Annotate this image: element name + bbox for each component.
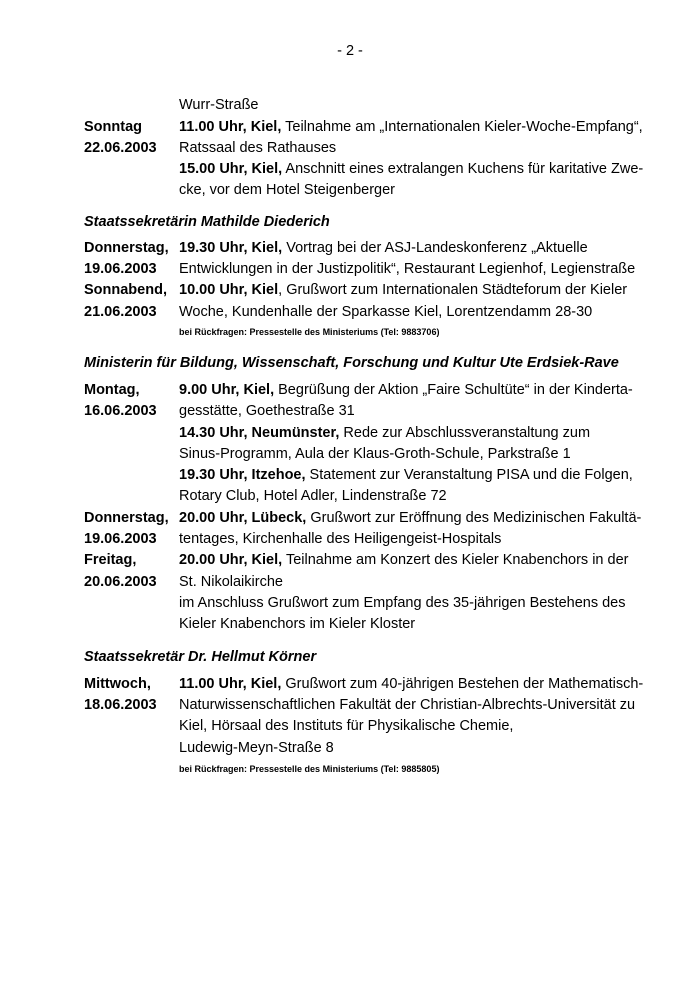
event-text-line: Kieler Knabenchors im Kieler Kloster [179, 616, 416, 632]
page-number: - 2 - [337, 43, 363, 59]
event-text-line [179, 674, 643, 695]
weekday-label: Donnerstag, [84, 240, 169, 256]
press-contact-note: bei Rückfragen: Pressestelle des Ministeriums (Tel: 9885805) [179, 764, 440, 774]
event-description: Vortrag bei der ASJ-Landeskonferenz „Aktuelle [282, 240, 588, 256]
event-text-line: Ludewig-Meyn-Straße 8 [179, 740, 334, 756]
event-time-place: 20.00 Uhr, Lübeck, [179, 510, 307, 526]
event-time-place: 14.30 Uhr, Neumünster, [179, 425, 340, 441]
event-text-line: Woche, Kundenhalle der Sparkasse Kiel, Lorentzendamm 28-30 [179, 304, 593, 320]
event-description: Anschnitt eines extralangen Kuchens für karitative Zwe- [282, 161, 644, 177]
date-label: 16.06.2003 [84, 403, 157, 419]
date-label: 20.06.2003 [84, 574, 157, 590]
event-time-place: 15.00 Uhr, Kiel, [179, 161, 283, 177]
weekday-label: Sonnabend, [84, 282, 167, 298]
section-heading: Staatssekretär Dr. Hellmut Körner [84, 649, 317, 665]
event-description: Rede zur Abschlussveranstaltung zum [339, 425, 591, 441]
weekday-label: Sonntag [84, 119, 142, 135]
event-time-place: 11.00 Uhr, Kiel, [179, 676, 282, 692]
event-text-line: St. Nikolaikirche [179, 574, 283, 590]
section-heading: Ministerin für Bildung, Wissenschaft, Forschung und Kultur Ute Erdsiek-Rave [84, 355, 619, 371]
event-text-line: gesstätte, Goethestraße 31 [179, 403, 355, 419]
event-time-place: 9.00 Uhr, Kiel, [179, 382, 275, 398]
weekday-label: Freitag, [84, 552, 137, 568]
event-description: Begrüßung der Aktion „Faire Schultüte“ in der Kinderta- [274, 382, 633, 398]
weekday-label: Donnerstag, [84, 510, 169, 526]
event-description: , Grußwort zum Internationalen Städteforum der Kieler [278, 282, 628, 298]
event-description: Statement zur Veranstaltung PISA und die Folgen, [305, 467, 633, 483]
event-description: Teilnahme am Konzert des Kieler Knabenchors in der [282, 552, 629, 568]
event-description: Grußwort zur Eröffnung des Medizinischen Fakultä- [306, 510, 642, 526]
event-text-line: im Anschluss Grußwort zum Empfang des 35-jährigen Bestehens des [179, 595, 626, 611]
event-time-place: 10.00 Uhr, Kiel [179, 282, 279, 298]
date-label: 21.06.2003 [84, 304, 157, 320]
event-text-line [179, 238, 588, 259]
weekday-label: Mittwoch, [84, 676, 151, 692]
event-description: Teilnahme am „Internationalen Kieler-Woche-Empfang“, [281, 119, 643, 135]
event-time-place: 20.00 Uhr, Kiel, [179, 552, 283, 568]
event-text-line [179, 465, 633, 486]
date-label: 18.06.2003 [84, 697, 157, 713]
event-text-line: Wurr-Straße [179, 97, 259, 113]
event-text-line: Naturwissenschaftlichen Fakultät der Christian-Albrechts-Universität zu [179, 697, 636, 713]
event-text-line [179, 423, 590, 444]
event-text-line: Sinus-Programm, Aula der Klaus-Groth-Schule, Parkstraße 1 [179, 446, 571, 462]
event-text-line [179, 159, 643, 180]
event-text-line [179, 117, 643, 138]
event-text-line: Entwicklungen in der Justizpolitik“, Restaurant Legienhof, Legienstraße [179, 261, 636, 277]
event-text-line [179, 508, 641, 529]
section-heading: Staatssekretärin Mathilde Diederich [84, 214, 330, 230]
event-text-line [179, 380, 633, 401]
date-label: 19.06.2003 [84, 531, 157, 547]
event-description: Grußwort zum 40-jährigen Bestehen der Mathematisch- [281, 676, 644, 692]
event-text-line [179, 550, 629, 571]
event-text-line: Ratssaal des Rathauses [179, 140, 337, 156]
event-time-place: 19.30 Uhr, Kiel, [179, 240, 283, 256]
event-text-line: cke, vor dem Hotel Steigenberger [179, 182, 395, 198]
event-time-place: 19.30 Uhr, Itzehoe, [179, 467, 306, 483]
date-label: 19.06.2003 [84, 261, 157, 277]
weekday-label: Montag, [84, 382, 140, 398]
date-label: 22.06.2003 [84, 140, 157, 156]
event-time-place: 11.00 Uhr, Kiel, [179, 119, 282, 135]
event-text-line [179, 280, 627, 301]
event-text-line: Rotary Club, Hotel Adler, Lindenstraße 72 [179, 488, 447, 504]
event-text-line: Kiel, Hörsaal des Instituts für Physikalische Chemie, [179, 718, 514, 734]
press-contact-note: bei Rückfragen: Pressestelle des Ministeriums (Tel: 9883706) [179, 327, 440, 337]
event-text-line: tentages, Kirchenhalle des Heiligengeist-Hospitals [179, 531, 502, 547]
